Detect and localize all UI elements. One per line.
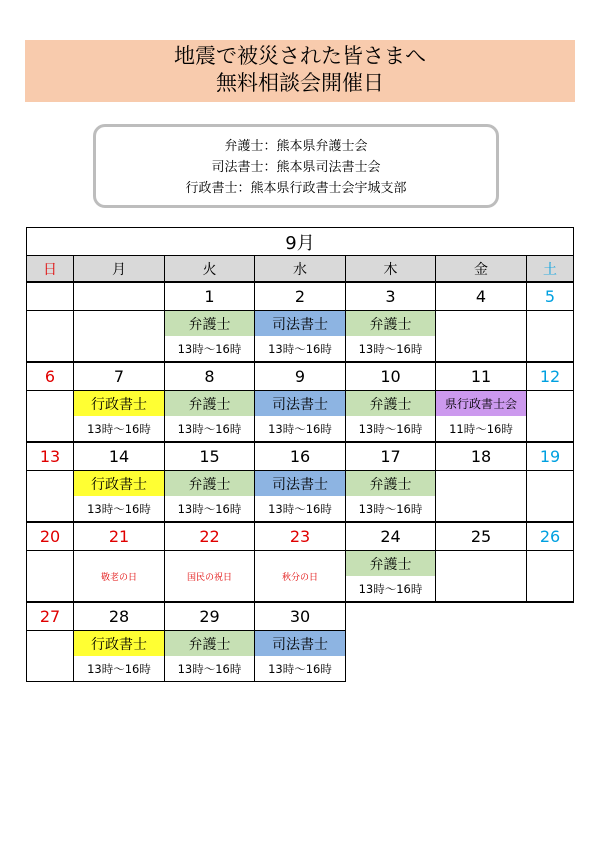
time-cell [436, 496, 527, 522]
time-cell [27, 416, 74, 442]
label-cell [27, 631, 74, 657]
time-cell: 13時～16時 [165, 416, 255, 442]
date-cell: 2 [255, 282, 346, 311]
time-cell: 13時～16時 [255, 416, 346, 442]
date-cell: 28 [74, 602, 165, 631]
weekday-thu: 木 [346, 256, 436, 283]
date-cell: 27 [27, 602, 74, 631]
empty-area [346, 656, 574, 682]
time-cell [74, 336, 165, 362]
service-label: 行政書士 [74, 391, 165, 417]
date-cell: 22 [165, 522, 255, 551]
weekday-sun: 日 [27, 256, 74, 283]
date-cell: 30 [255, 602, 346, 631]
time-cell [436, 576, 527, 602]
label-cell [436, 551, 527, 577]
weekday-fri: 金 [436, 256, 527, 283]
time-cell: 13時～16時 [346, 336, 436, 362]
label-cell [27, 311, 74, 337]
label-cell [527, 471, 574, 497]
service-label: 弁護士 [346, 391, 436, 417]
weekday-mon: 月 [74, 256, 165, 283]
date-cell: 4 [436, 282, 527, 311]
date-cell: 13 [27, 442, 74, 471]
time-cell: 13時～16時 [74, 416, 165, 442]
weekday-sat: 土 [527, 256, 574, 283]
label-cell [436, 471, 527, 497]
date-cell: 29 [165, 602, 255, 631]
label-cell [527, 311, 574, 337]
holiday-name: 国民の祝日 [165, 551, 255, 603]
date-cell: 18 [436, 442, 527, 471]
time-cell: 13時～16時 [255, 656, 346, 682]
date-cell: 9 [255, 362, 346, 391]
date-cell [27, 282, 74, 311]
date-cell: 21 [74, 522, 165, 551]
label-cell [27, 391, 74, 417]
date-cell: 6 [27, 362, 74, 391]
time-cell: 11時～16時 [436, 416, 527, 442]
label-cell [436, 311, 527, 337]
date-cell: 15 [165, 442, 255, 471]
date-cell: 16 [255, 442, 346, 471]
date-cell: 1 [165, 282, 255, 311]
time-cell: 13時～16時 [74, 496, 165, 522]
time-cell: 13時～16時 [255, 336, 346, 362]
date-cell: 12 [527, 362, 574, 391]
empty-area [346, 602, 574, 631]
time-cell [527, 336, 574, 362]
date-cell: 7 [74, 362, 165, 391]
organizer-judicial-scriveners: 司法書士：熊本県司法書士会 [211, 160, 381, 175]
service-label: 司法書士 [255, 311, 346, 337]
date-cell: 26 [527, 522, 574, 551]
title-banner [25, 40, 575, 102]
label-cell [527, 391, 574, 417]
date-cell: 14 [74, 442, 165, 471]
date-cell: 25 [436, 522, 527, 551]
holiday-name: 秋分の日 [255, 551, 346, 603]
holiday-name: 敬老の日 [74, 551, 165, 603]
label-cell [27, 551, 74, 603]
weekday-wed: 水 [255, 256, 346, 283]
label-cell [74, 311, 165, 337]
time-cell [27, 496, 74, 522]
time-cell: 13時～16時 [165, 496, 255, 522]
calendar-table [26, 227, 574, 682]
date-cell: 20 [27, 522, 74, 551]
service-label: 弁護士 [165, 311, 255, 337]
month-header: 9月 [27, 228, 574, 256]
date-cell: 19 [527, 442, 574, 471]
service-label: 弁護士 [346, 471, 436, 497]
service-label: 司法書士 [255, 391, 346, 417]
empty-area [346, 631, 574, 657]
time-cell [27, 656, 74, 682]
organizer-box [93, 124, 499, 208]
time-cell [527, 496, 574, 522]
service-label: 司法書士 [255, 471, 346, 497]
organizer-administrative-scriveners: 行政書士：熊本県行政書士会宇城支部 [185, 181, 407, 196]
service-label: 弁護士 [165, 631, 255, 657]
time-cell: 13時～16時 [346, 576, 436, 602]
time-cell: 13時～16時 [74, 656, 165, 682]
time-cell: 13時～16時 [165, 656, 255, 682]
time-cell [27, 336, 74, 362]
date-cell: 17 [346, 442, 436, 471]
time-cell: 13時～16時 [165, 336, 255, 362]
date-cell: 24 [346, 522, 436, 551]
service-label: 行政書士 [74, 631, 165, 657]
organizer-lawyers: 弁護士：熊本県弁護士会 [224, 139, 368, 154]
date-cell [74, 282, 165, 311]
time-cell [527, 416, 574, 442]
date-cell: 5 [527, 282, 574, 311]
time-cell [527, 576, 574, 602]
service-label: 弁護士 [165, 391, 255, 417]
time-cell: 13時～16時 [346, 496, 436, 522]
label-cell [27, 471, 74, 497]
service-label: 弁護士 [346, 551, 436, 577]
date-cell: 8 [165, 362, 255, 391]
date-cell: 11 [436, 362, 527, 391]
title-line-2: 無料相談会開催日 [216, 71, 384, 95]
label-cell [527, 551, 574, 577]
time-cell: 13時～16時 [255, 496, 346, 522]
date-cell: 23 [255, 522, 346, 551]
time-cell: 13時～16時 [346, 416, 436, 442]
service-label: 弁護士 [165, 471, 255, 497]
title-line-1: 地震で被災された皆さまへ [174, 44, 426, 68]
time-cell [436, 336, 527, 362]
date-cell: 10 [346, 362, 436, 391]
service-label: 司法書士 [255, 631, 346, 657]
date-cell: 3 [346, 282, 436, 311]
service-label: 弁護士 [346, 311, 436, 337]
service-label: 県行政書士会 [436, 391, 527, 417]
service-label: 行政書士 [74, 471, 165, 497]
weekday-tue: 火 [165, 256, 255, 283]
